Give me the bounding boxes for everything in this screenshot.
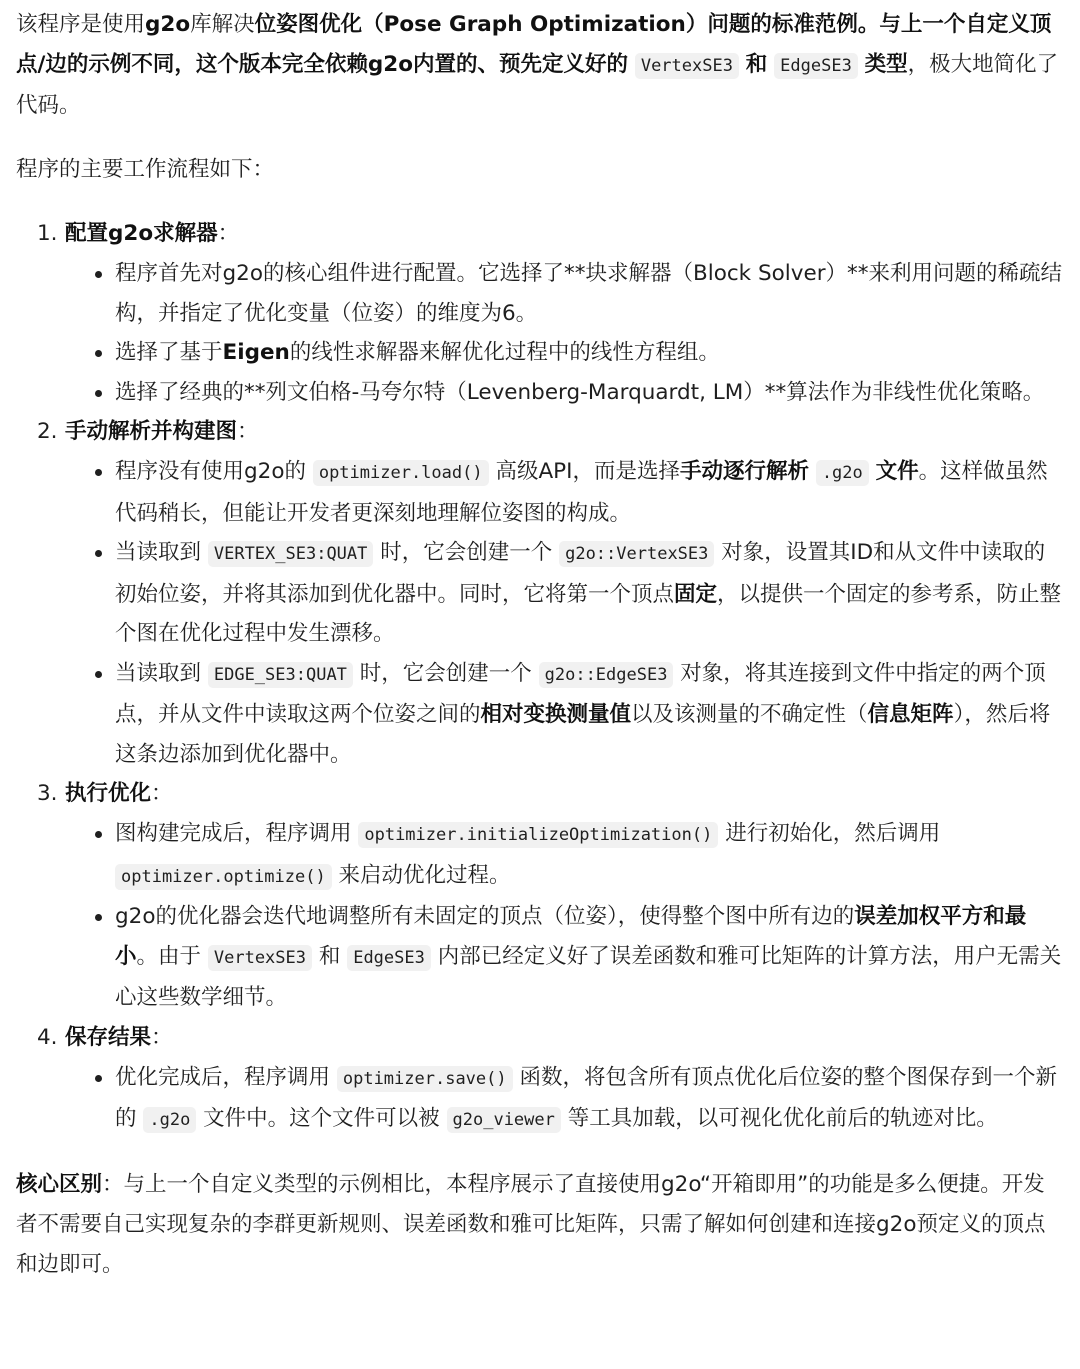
text: 高级API，而是选择 xyxy=(495,459,680,484)
text: 选择了基于 xyxy=(115,340,223,365)
inline-code: g2o::VertexSE3 xyxy=(559,541,714,567)
step-number: 1. xyxy=(37,221,58,246)
inline-code: .g2o xyxy=(143,1107,196,1133)
inline-code: VertexSE3 xyxy=(208,945,312,971)
step-number: 2. xyxy=(37,419,58,444)
inline-code: g2o_viewer xyxy=(447,1107,561,1133)
text: ：与上一个自定义类型的示例相比，本程序展示了直接使用g2o“开箱即用”的功能是多么便捷。开发者不需要自己实现复杂的李群更新规则、误差函数和雅可比矩阵，只需了解如何创建和连接g2o预定义的顶点和边即可。 xyxy=(16,1171,1046,1277)
text: 对象，将其连接到文件中指定的两个顶点，并从文件中读取这两个位姿之间的 xyxy=(115,660,1046,727)
text: 图构建完成后，程序调用 xyxy=(115,821,352,846)
text: 当读取到 xyxy=(115,660,202,686)
step-title: 手动解析并构建图 xyxy=(65,419,238,444)
inline-code: VERTEX_SE3:QUAT xyxy=(208,541,374,567)
inline-code: optimizer.load() xyxy=(313,460,489,486)
step-title: 配置g2o求解器 xyxy=(65,221,218,246)
inline-code: optimizer.optimize() xyxy=(115,864,332,890)
bold-text: 位姿图优化（Pose Graph Optimization）问题的标准范例。与上一个自定义顶点/边的示例不同，这个版本完全依赖g2o内置的、预先定义好的 xyxy=(16,12,1052,77)
step-title: 保存结果 xyxy=(65,1024,152,1050)
colon: ： xyxy=(237,419,259,444)
text: 选择了经典的**列文伯格-马夸尔特（Levenberg-Marquardt, LM）**算法作为非线性优化策略。 xyxy=(115,379,1045,405)
bullet-icon xyxy=(95,469,102,476)
colon: ： xyxy=(151,1024,173,1050)
workflow-steps xyxy=(16,214,1064,1141)
text: ），然后将这条边添加到优化器中。 xyxy=(115,702,1051,767)
list-item xyxy=(115,814,1064,897)
step-number: 4. xyxy=(37,1024,58,1050)
bold-text: 类型 xyxy=(864,52,908,77)
bullet-icon xyxy=(95,914,102,921)
step-number: 3. xyxy=(37,781,58,806)
bullet-icon xyxy=(95,550,102,557)
bullet-icon xyxy=(95,1075,102,1082)
inline-code: EDGE_SE3:QUAT xyxy=(208,662,353,688)
text: 和 xyxy=(318,943,341,969)
bold-text: Eigen xyxy=(222,340,290,365)
bullet-icon xyxy=(95,390,102,397)
bold-text: 误差加权平方和最小 xyxy=(115,904,1027,969)
list-item xyxy=(115,373,1064,413)
step-configure-solver xyxy=(37,214,1064,412)
inline-code: optimizer.initializeOptimization() xyxy=(358,822,718,848)
text: 来启动优化过程。 xyxy=(338,862,511,888)
bold-text: 固定 xyxy=(674,581,718,607)
step-details xyxy=(65,452,1064,774)
text: 该程序是使用 xyxy=(16,12,146,37)
text: 程序没有使用g2o的 xyxy=(115,459,306,484)
text: 。这样做虽然代码稍长，但能让开发者更深刻地理解位姿图的构成。 xyxy=(115,459,1048,526)
list-item xyxy=(115,452,1064,533)
text: 函数，将包含所有顶点优化后位姿的整个图保存到一个新的 xyxy=(115,1064,1057,1131)
text: 对象，设置其ID和从文件中读取的初始位姿，并将其添加到优化器中。同时，它将第一个顶点 xyxy=(115,540,1046,607)
bold-text: 文件 xyxy=(875,459,919,484)
text: ，极大地简化了代码。 xyxy=(16,52,1059,118)
inline-code: optimizer.save() xyxy=(337,1066,513,1092)
text: 当读取到 xyxy=(115,540,202,565)
list-item xyxy=(115,254,1064,333)
text: 文件中。这个文件可以被 xyxy=(203,1106,440,1131)
bold-text: 信息矩阵 xyxy=(867,702,954,727)
text: 的线性求解器来解优化过程中的线性方程组。 xyxy=(289,340,720,365)
step-details xyxy=(65,814,1064,1018)
text: ，以提供一个固定的参考系，防止整个图在优化过程中发生漂移。 xyxy=(115,581,1062,646)
summary-paragraph xyxy=(16,1165,1064,1285)
bullet-icon xyxy=(95,271,102,278)
bold-text: 相对变换测量值 xyxy=(480,702,632,727)
list-item xyxy=(115,1058,1064,1141)
step-details xyxy=(65,1058,1064,1141)
text: 。由于 xyxy=(136,943,202,969)
text: 进行初始化，然后调用 xyxy=(725,821,941,846)
bullet-icon xyxy=(95,350,102,357)
list-item xyxy=(115,533,1064,654)
colon: ： xyxy=(151,781,173,806)
text: g2o的优化器会迭代地调整所有未固定的顶点（位姿），使得整个图中所有边的 xyxy=(115,904,855,929)
text: 优化完成后，程序调用 xyxy=(115,1064,331,1090)
text: 以及该测量的不确定性（ xyxy=(631,702,868,727)
bold-text: 核心区别 xyxy=(16,1171,103,1197)
inline-code: .g2o xyxy=(816,460,869,486)
inline-code: g2o::EdgeSE3 xyxy=(539,662,674,688)
text: 库解决 xyxy=(190,12,255,37)
text: 程序首先对g2o的核心组件进行配置。它选择了**块求解器（Block Solver）**来利用问题的稀疏结构，并指定了优化变量（位姿）的维度为6。 xyxy=(115,261,1063,326)
workflow-intro: 程序的主要工作流程如下： xyxy=(16,157,275,182)
text: 时，它会创建一个 xyxy=(359,660,532,686)
inline-code: VertexSE3 xyxy=(635,53,739,79)
step-save-results xyxy=(37,1018,1064,1141)
list-item xyxy=(115,333,1064,373)
bullet-icon xyxy=(95,831,102,838)
step-details xyxy=(65,254,1064,412)
bullet-icon xyxy=(95,671,102,678)
step-title: 执行优化 xyxy=(65,781,152,806)
colon: ： xyxy=(217,221,240,246)
text: 时，它会创建一个 xyxy=(380,540,553,565)
inline-code: EdgeSE3 xyxy=(347,945,431,971)
text: 等工具加载，以可视化优化前后的轨迹对比。 xyxy=(567,1106,998,1131)
list-item xyxy=(115,897,1064,1018)
bold-text: g2o xyxy=(145,12,191,37)
step-build-graph xyxy=(37,412,1064,774)
intro-paragraph xyxy=(16,5,1064,126)
step-run-optimization xyxy=(37,774,1064,1018)
inline-code: EdgeSE3 xyxy=(774,53,858,79)
bold-text: 手动逐行解析 xyxy=(679,459,809,484)
list-item xyxy=(115,654,1064,775)
text: 内部已经定义好了误差函数和雅可比矩阵的计算方法，用户无需关心这些数学细节。 xyxy=(115,943,1062,1010)
bold-text: 和 xyxy=(745,52,768,77)
